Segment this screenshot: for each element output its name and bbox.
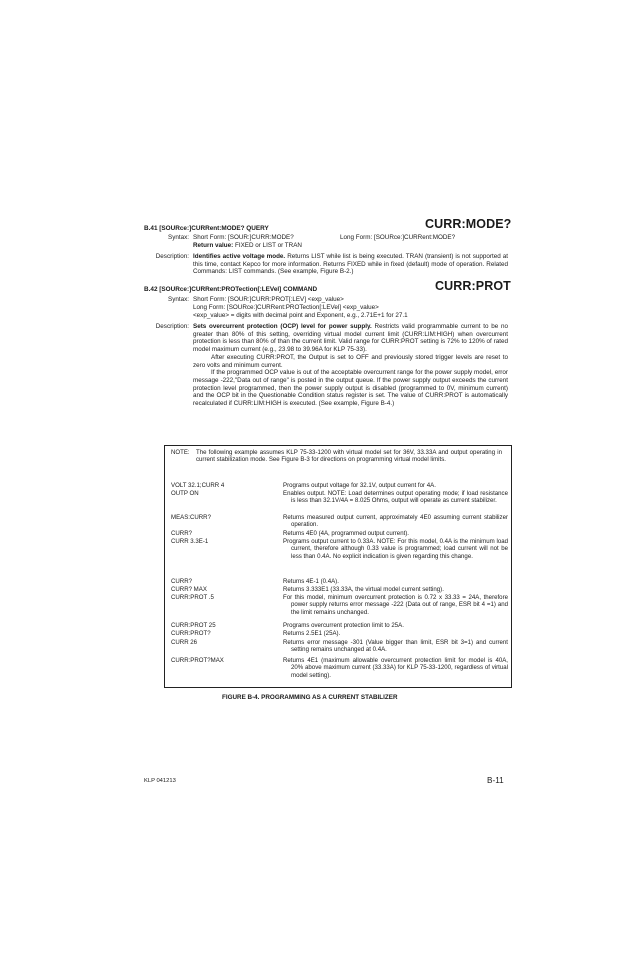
example-description: Returns 4E-1 (0.4A). — [283, 578, 339, 585]
document-id: KLP 041213 — [144, 778, 176, 784]
example-command: CURR? — [171, 578, 192, 585]
long-form: Long Form: [SOURce:]CURRent:PROTection[:LEVel] <exp_value> — [193, 304, 379, 311]
exp-value-definition: <exp_value> = digits with decimal point and Exponent, e.g., 2.71E+1 for 27.1 — [193, 312, 408, 319]
example-description: For this model, minimum overcurrent protection is 0.72 x 33.33 = 24A, therefore power supply returns error message -222 (Data out of range, ESR bit 4 =1) and the limit remains unchanged. — [283, 594, 508, 616]
example-description: Returns error message -301 (Value bigger than limit, ESR bit 3=1) and current setting remains unchanged at 0.4A. — [283, 639, 508, 654]
example-command: MEAS:CURR? — [171, 514, 211, 521]
description-paragraph-3: If the programmed OCP value is out of the acceptable overcurrent range for the power supply model, error message -222,"Data out of range" is posted in the output queue. If the power supply output exceeds the current protection level programmed, then the power supply output is disabled (programmed to 0V, minimum current) and the OCP bit in the Questionable Condition status register is set. The value of CURR:PROT is automatically recalculated if CURR:LIM:HIGH is executed. (See example, Figure B-4.) — [193, 369, 508, 408]
return-value — [193, 242, 302, 250]
short-form: Short Form: [SOUR:]CURR:PROT[:LEV] <exp_value> — [193, 296, 344, 303]
example-description: Returns measured output current, approximately 4E0 assuming current stabilizer operation. — [283, 514, 508, 529]
section-b41-description — [193, 253, 508, 276]
example-command: CURR:PROT .5 — [171, 594, 214, 601]
example-description: Returns 3.333E1 (33.33A, the virtual model current setting). — [283, 586, 444, 593]
description-body: Restricts valid programmable current to be no greater than 80% of this setting, overriding virtual model current limit (CURR:LIM:HIGH) when overcurrent protection is less than 80% of than the current limit. Valid range for CURR:PROT setting is 72% to 120% of rated model maximum current (e.g., 23.98 to 39.96A for KLP 75-33). — [193, 323, 508, 354]
section-b42-command-title: CURR:PROT — [435, 279, 511, 293]
example-command: CURR? — [171, 530, 192, 537]
description-label: Description: — [155, 253, 189, 260]
return-value-label: Return value: — [193, 242, 234, 249]
syntax-label: Syntax: — [168, 234, 189, 241]
note-body: The following example assumes KLP 75-33-1200 with virtual model set for 36V, 33.33A and output operating in current stabilization mode. See Figure B-3 for directions on programming virtual model limits. — [196, 449, 502, 464]
example-command: CURR:PROT?MAX — [171, 657, 224, 664]
section-b41-command-title: CURR:MODE? — [425, 217, 512, 231]
description-label: Description: — [155, 323, 189, 330]
example-description: Returns 4E1 (maximum allowable overcurrent protection limit for model is 40A, 20% above maximum current (33.33A) for KLP 75-33-1200, regardless of virtual model setting). — [283, 657, 508, 679]
description-paragraph-2: After executing CURR:PROT, the Output is set to OFF and previously stored trigger levels are reset to zero volts and minimum current. — [193, 353, 508, 369]
long-form: Long Form: [SOURce:]CURRent:MODE? — [340, 234, 456, 241]
section-b42-heading: B.42 [SOURce:]CURRent:PROTection[:LEVel] COMMAND — [144, 286, 318, 293]
note-label: NOTE: — [171, 449, 190, 456]
page-number: B-11 — [487, 776, 504, 785]
description-lead: Identifies active voltage mode. — [193, 253, 286, 260]
example-command: CURR:PROT 25 — [171, 622, 216, 629]
section-b42-description — [193, 323, 508, 408]
note-text — [196, 449, 502, 464]
example-description: Returns 4E0 (4A, programmed output current). — [283, 530, 409, 537]
figure-caption: FIGURE B-4. PROGRAMMING AS A CURRENT STABILIZER — [222, 694, 398, 701]
section-b41-heading: B.41 [SOURce:]CURRent:MODE? QUERY — [144, 225, 269, 232]
example-command: VOLT 32.1;CURR 4 — [171, 482, 225, 489]
short-form: Short Form: [SOUR:]CURR:MODE? — [193, 234, 294, 241]
example-command: OUTP ON — [171, 490, 199, 497]
description-lead: Sets overcurrent protection (OCP) level for power supply. — [193, 323, 372, 330]
example-command: CURR 26 — [171, 639, 198, 646]
syntax-label: Syntax: — [168, 296, 189, 303]
example-command: CURR? MAX — [171, 586, 207, 593]
example-description: Programs output current to 0.33A. NOTE: For this model, 0.4A is the minimum load current, therefore although 0.33 value is programmed; load current will not be less than 0.4A. No explicit indication is given regarding this change. — [283, 538, 508, 560]
example-command: CURR 3.3E-1 — [171, 538, 209, 545]
example-description: Enables output. NOTE: Load determines output operating mode; if load resistance is less than 32.1V/4A = 8.025 Ohms, output will operate as current stabilizer. — [283, 490, 508, 505]
example-description: Returns 2.5E1 (25A). — [283, 630, 341, 637]
example-description: Programs output voltage for 32.1V, output current for 4A. — [283, 482, 436, 489]
example-description: Programs overcurrent protection limit to 25A. — [283, 622, 404, 629]
return-value-text: FIXED or LIST or TRAN — [233, 242, 302, 249]
description-body: Returns LIST while list is being executed. TRAN (transient) is not supported at this time, contact Kepco for more information. Returns FIXED while in fixed (default) mode of operation. Related Commands: LIST commands. (See example, Figure B-2.) — [193, 253, 508, 276]
example-command: CURR:PROT? — [171, 630, 211, 637]
